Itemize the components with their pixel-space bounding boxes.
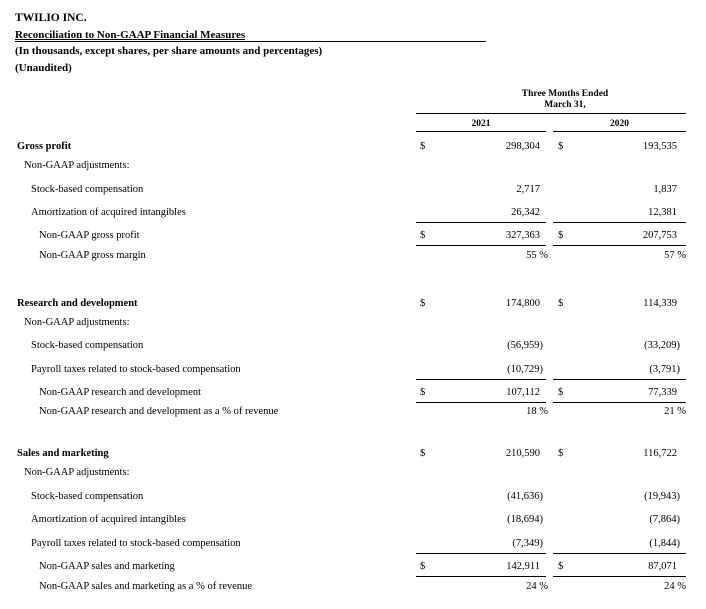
total-rule [416, 402, 546, 403]
period-heading-line1: Three Months Ended [521, 89, 609, 99]
gross-profit-2020: 193,535 [642, 141, 677, 152]
rnd-adj-row-label: Stock-based compensation [31, 340, 144, 351]
year-2020-header: 2020 [610, 119, 629, 129]
total-rule [553, 402, 686, 403]
subtotal-rule [416, 379, 546, 380]
unaudited-note: (Unaudited) [15, 62, 72, 74]
snm-adj-row-2020: (7,864) [649, 514, 680, 525]
gross-margin-label: Non-GAAP gross margin [39, 250, 146, 261]
title-rule [15, 41, 486, 42]
subtotal-rule [553, 553, 686, 554]
subtotal-rule [553, 222, 686, 223]
total-rule [553, 576, 686, 577]
snm-2020: 116,722 [643, 448, 677, 459]
rnd-adj-row-2021: (10,729) [507, 364, 543, 375]
subtotal-rule [416, 553, 546, 554]
currency-symbol: $ [420, 561, 426, 572]
rnd-2021: 174,800 [505, 298, 540, 309]
snm-adj-row-2021: (18,694) [507, 514, 543, 525]
snm-adj-row-label: Stock-based compensation [31, 491, 144, 502]
currency-symbol: $ [558, 448, 564, 459]
snm-pct-2020: 24 % [664, 581, 686, 592]
rnd-adj-row-2020: (3,791) [649, 364, 680, 375]
report-subtitle: (In thousands, except shares, per share amounts and percentages) [15, 45, 323, 57]
gross-margin-2020: 57 % [664, 250, 686, 261]
snm-adj-row-2020: (1,844) [649, 538, 680, 549]
snm-pct-label: Non-GAAP sales and marketing as a % of revenue [39, 581, 253, 592]
snm-adj-row-2021: (41,636) [507, 491, 543, 502]
currency-symbol: $ [420, 230, 426, 241]
currency-symbol: $ [420, 448, 426, 459]
snm-adj-row-2020: (19,943) [644, 491, 680, 502]
rnd-pct-label: Non-GAAP research and development as a % of revenue [39, 406, 279, 417]
currency-symbol: $ [420, 141, 426, 152]
rnd-adj-row-label: Payroll taxes related to stock-based compensation [31, 364, 241, 375]
period-heading-line2: March 31, [544, 100, 586, 110]
rnd-title: Research and development [17, 298, 138, 309]
total-rule [553, 245, 686, 246]
gross-profit-2021: 298,304 [505, 141, 540, 152]
currency-symbol: $ [558, 141, 564, 152]
rnd-total-2020: 77,339 [648, 387, 677, 398]
year-2021-header: 2021 [471, 119, 491, 129]
total-rule [416, 245, 546, 246]
year-2020-rule [553, 131, 686, 132]
rnd-adjustments-label: Non-GAAP adjustments: [24, 317, 130, 328]
gross-adjustments-label: Non-GAAP adjustments: [24, 160, 130, 171]
currency-symbol: $ [420, 387, 426, 398]
gross-adj-row-2021: 26,342 [511, 207, 540, 218]
gross-total-2021: 327,363 [505, 230, 540, 241]
rnd-pct-2021: 18 % [526, 406, 548, 417]
snm-total-label: Non-GAAP sales and marketing [39, 561, 175, 572]
snm-title: Sales and marketing [17, 448, 109, 459]
currency-symbol: $ [558, 298, 564, 309]
rnd-2020: 114,339 [643, 298, 677, 309]
currency-symbol: $ [420, 298, 426, 309]
rnd-total-2021: 107,112 [506, 387, 540, 398]
year-2021-rule [416, 131, 546, 132]
rnd-pct-2020: 21 % [664, 406, 686, 417]
gross-adj-row-label: Stock-based compensation [31, 184, 144, 195]
gross-margin-2021: 55 % [526, 250, 548, 261]
snm-adj-row-label: Payroll taxes related to stock-based compensation [31, 538, 241, 549]
currency-symbol: $ [558, 230, 564, 241]
snm-adj-row-2021: (7,349) [512, 538, 543, 549]
gross-profit-title: Gross profit [17, 141, 72, 152]
company-name: TWILIO INC. [15, 12, 87, 24]
snm-adjustments-label: Non-GAAP adjustments: [24, 467, 130, 478]
currency-symbol: $ [558, 387, 564, 398]
snm-total-2020: 87,071 [648, 561, 677, 572]
period-rule [416, 113, 686, 114]
subtotal-rule [416, 222, 546, 223]
rnd-total-label: Non-GAAP research and development [39, 387, 202, 398]
currency-symbol: $ [558, 561, 564, 572]
gross-total-2020: 207,753 [642, 230, 677, 241]
gross-adj-row-2020: 1,837 [653, 184, 677, 195]
report-title: Reconciliation to Non-GAAP Financial Measures [15, 29, 246, 41]
gross-adj-row-2020: 12,381 [648, 207, 677, 218]
gross-adj-row-label: Amortization of acquired intangibles [31, 207, 186, 218]
gross-total-label: Non-GAAP gross profit [39, 230, 140, 241]
snm-2021: 210,590 [505, 448, 540, 459]
rnd-adj-row-2020: (33,209) [644, 340, 680, 351]
snm-adj-row-label: Amortization of acquired intangibles [31, 514, 186, 525]
snm-total-2021: 142,911 [506, 561, 540, 572]
total-rule [416, 576, 546, 577]
gross-adj-row-2021: 2,717 [516, 184, 540, 195]
rnd-adj-row-2021: (56,959) [507, 340, 543, 351]
subtotal-rule [553, 379, 686, 380]
snm-pct-2021: 24 % [526, 581, 548, 592]
